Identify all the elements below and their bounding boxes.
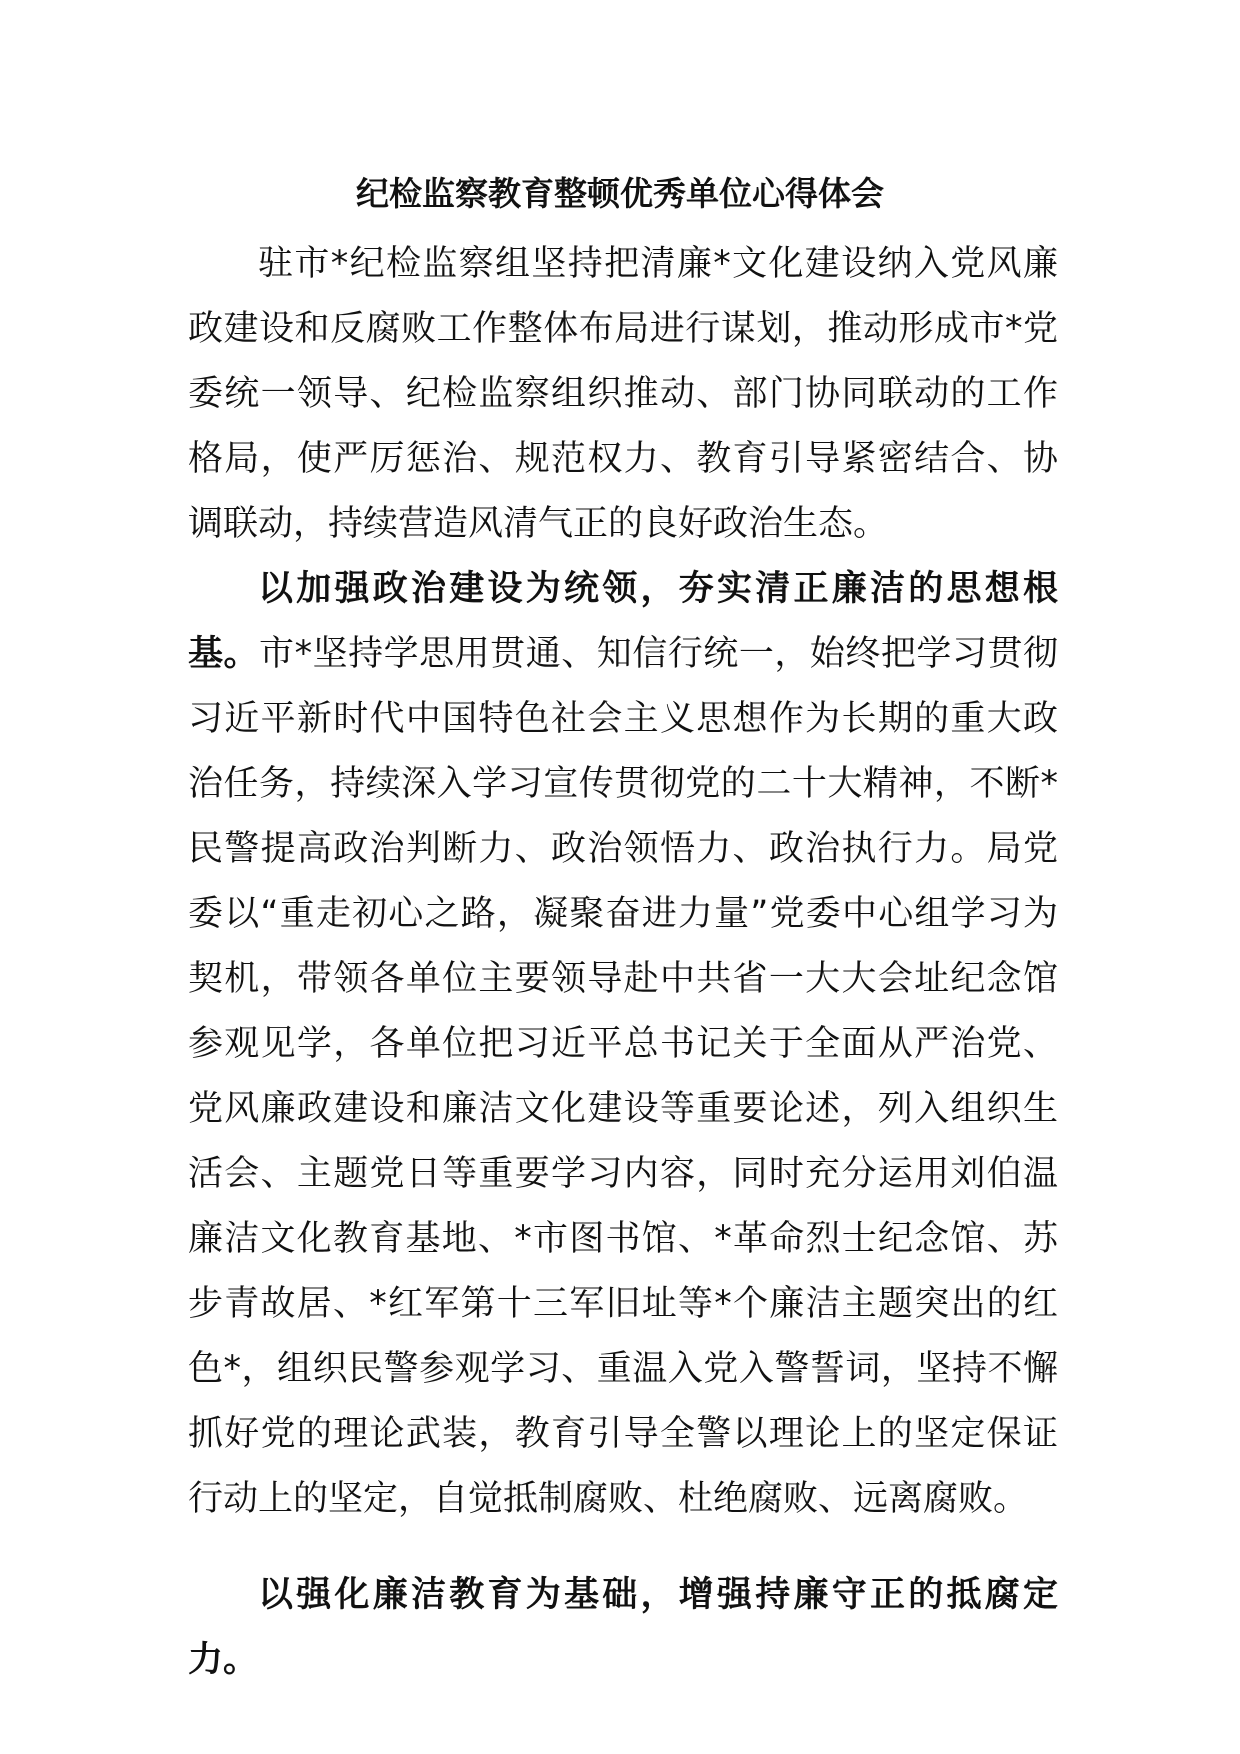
- paragraph-intro: [188, 232, 1058, 557]
- paragraph-heading: 以加强政治建设为统领，夯实清正廉洁的思想根基。: [188, 569, 1058, 674]
- paragraph-integrity-education: [188, 1563, 1058, 1693]
- paragraph-body: 驻市*纪检监察组坚持把清廉*文化建设纳入党风廉政建设和反腐败工作整体布局进行谋划，推动形成市*党委统一领导、纪检监察组织推动、部门协同联动的工作格局，使严厉惩治、规范权力、教育引导紧密结合、协调联动，持续营造风清气正的良好政治生态。: [188, 244, 1058, 544]
- document-title: 纪检监察教育整顿优秀单位心得体会: [356, 174, 884, 213]
- paragraph-heading: 以强化廉洁教育为基础，增强持廉守正的抵腐定力。: [188, 1575, 1058, 1680]
- paragraph-body: 市*坚持学思用贯通、知信行统一，始终把学习贯彻习近平新时代中国特色社会主义思想作为长期的重大政治任务，持续深入学习宣传贯彻党的二十大精神，不断*民警提高政治判断力、政治领悟力、政治执行力。局党委以“重走初心之路，凝聚奋进力量”党委中心组学习为契机，带领各单位主要领导赴中共省一大大会址纪念馆参观见学，各单位把习近平总书记关于全面从严治党、党风廉政建设和廉洁文化建设等重要论述，列入组织生活会、主题党日等重要学习内容，同时充分运用刘伯温廉洁文化教育基地、*市图书馆、*革命烈士纪念馆、苏步青故居、*红军第十三军旧址等*个廉洁主题突出的红色*，组织民警参观学习、重温入党入警誓词，坚持不懈抓好党的理论武装，教育引导全警以理论上的坚定保证行动上的坚定，自觉抵制腐败、杜绝腐败、远离腐败。: [188, 634, 1058, 1519]
- paragraph-political-construction: [188, 557, 1058, 1532]
